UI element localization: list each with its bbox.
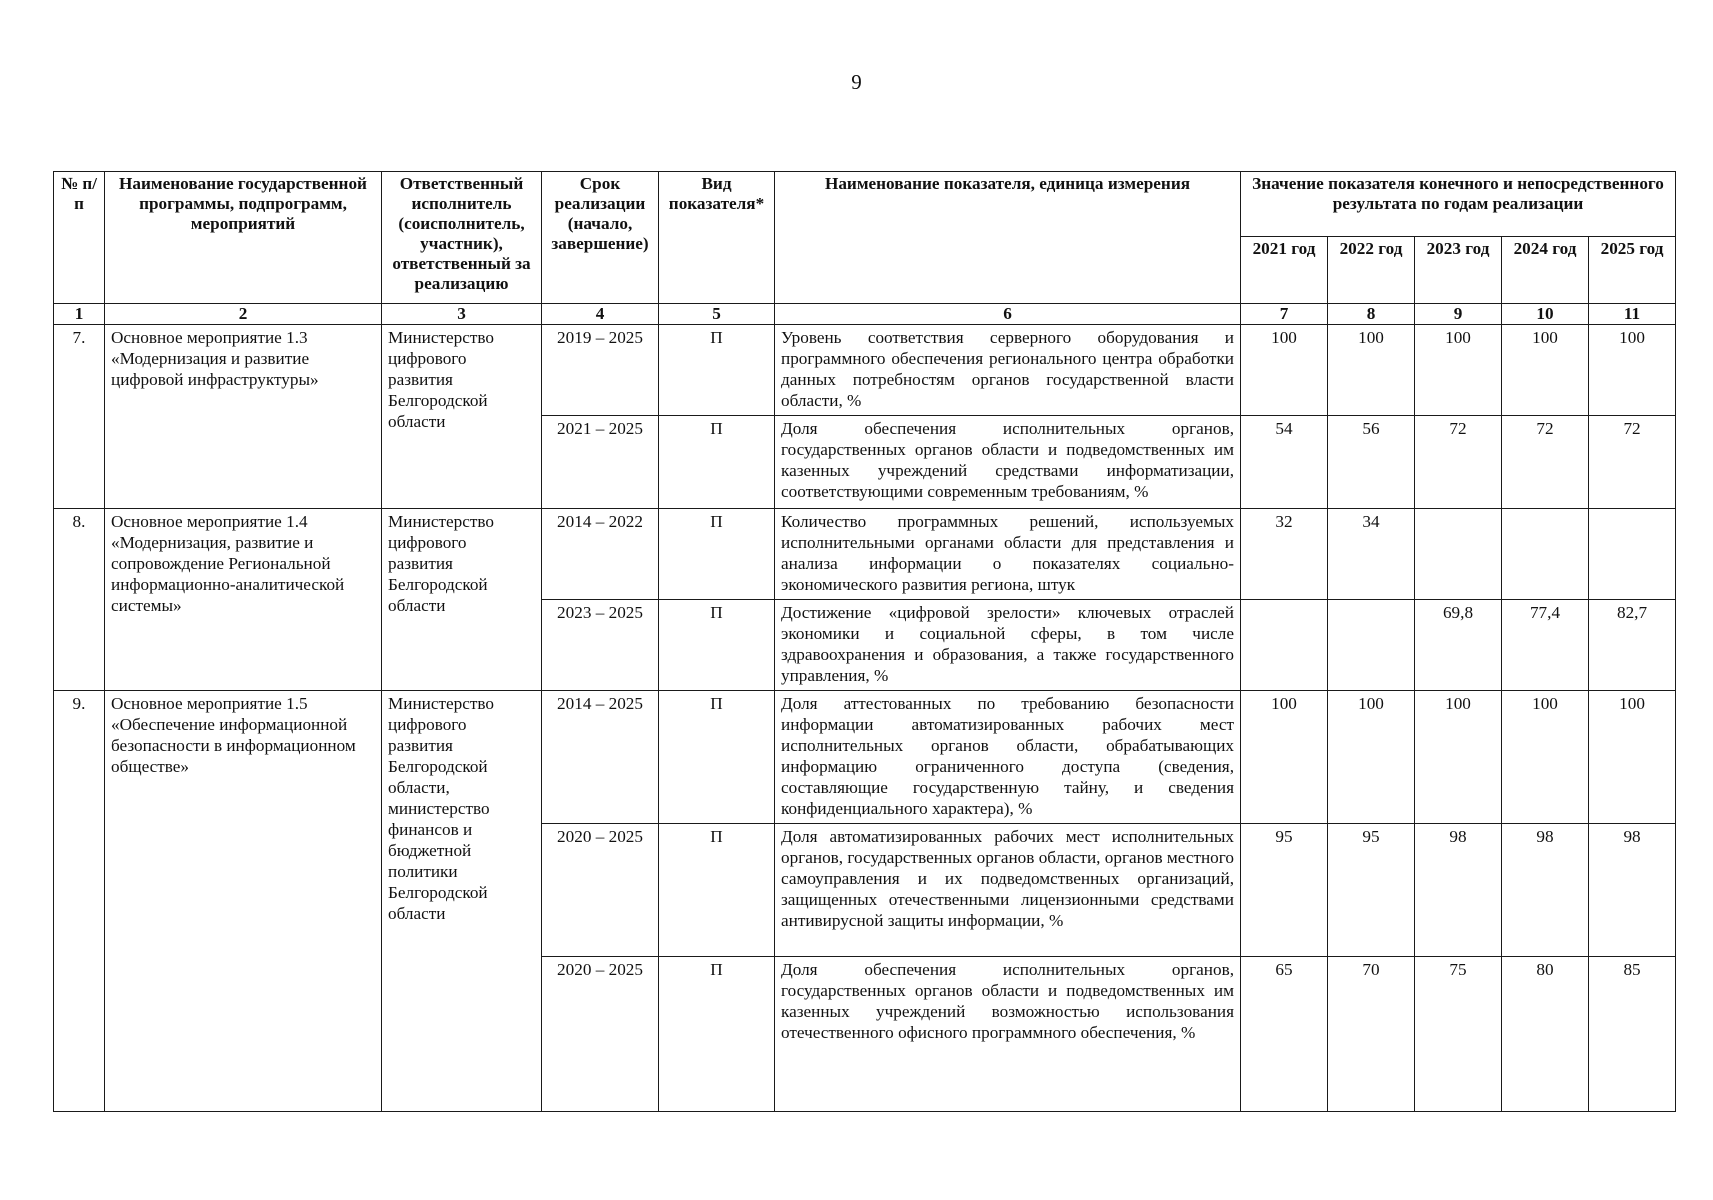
value-2022: 56 bbox=[1328, 416, 1415, 509]
row-number: 9. bbox=[54, 691, 105, 1112]
column-number: 8 bbox=[1328, 304, 1415, 325]
value-2022: 100 bbox=[1328, 691, 1415, 824]
column-number: 3 bbox=[382, 304, 542, 325]
period: 2020 – 2025 bbox=[542, 957, 659, 1112]
period: 2014 – 2025 bbox=[542, 691, 659, 824]
value-2023 bbox=[1415, 509, 1502, 600]
indicator-kind: П bbox=[659, 691, 775, 824]
header-kind: Вид показателя* bbox=[659, 172, 775, 304]
header-executor: Ответственный исполнитель (соисполнитель, участник), ответственный за реализацию bbox=[382, 172, 542, 304]
value-2021: 100 bbox=[1241, 325, 1328, 416]
value-2022: 70 bbox=[1328, 957, 1415, 1112]
indicator-name: Количество программных решений, используемых исполнительными органами области для представления и анализа информации о показателях социально-экономического развития региона, штук bbox=[775, 509, 1241, 600]
value-2021: 32 bbox=[1241, 509, 1328, 600]
indicator-kind: П bbox=[659, 600, 775, 691]
table-row bbox=[54, 509, 1676, 600]
responsible-executor: Министерство цифрового развития Белгородской области bbox=[382, 325, 542, 509]
value-2021: 65 bbox=[1241, 957, 1328, 1112]
period: 2014 – 2022 bbox=[542, 509, 659, 600]
value-2023: 100 bbox=[1415, 691, 1502, 824]
event-name: Основное мероприятие 1.3 «Модернизация и развитие цифровой инфраструктуры» bbox=[105, 325, 382, 509]
header-year-2023: 2023 год bbox=[1415, 237, 1502, 304]
value-2025: 100 bbox=[1589, 325, 1676, 416]
indicator-name: Доля обеспечения исполнительных органов, государственных органов области и подведомственных им казенных учреждений средствами информатизации, соответствующими современным требованиям, % bbox=[775, 416, 1241, 509]
value-2025: 100 bbox=[1589, 691, 1676, 824]
header-row-1 bbox=[54, 172, 1676, 237]
indicator-name: Доля автоматизированных рабочих мест исполнительных органов, государственных органов области, органов местного самоуправления и их подведомственных организаций, защищенных отечественными лицензионными средствами антивирусной защиты информации, % bbox=[775, 824, 1241, 957]
value-2024 bbox=[1502, 509, 1589, 600]
column-number: 4 bbox=[542, 304, 659, 325]
column-number: 1 bbox=[54, 304, 105, 325]
event-name: Основное мероприятие 1.5 «Обеспечение информационной безопасности в информационном обществе» bbox=[105, 691, 382, 1112]
value-2025: 98 bbox=[1589, 824, 1676, 957]
indicator-name: Доля обеспечения исполнительных органов, государственных органов области и подведомственных им казенных учреждений возможностью использования отечественного офисного программного обеспечения, % bbox=[775, 957, 1241, 1112]
period: 2021 – 2025 bbox=[542, 416, 659, 509]
header-name: Наименование государственной программы, подпрограмм, мероприятий bbox=[105, 172, 382, 304]
indicator-name: Уровень соответствия серверного оборудования и программного обеспечения регионального центра обработки данных потребностям органов государственной власти области, % bbox=[775, 325, 1241, 416]
indicator-kind: П bbox=[659, 509, 775, 600]
header-values: Значение показателя конечного и непосредственного результата по годам реализации bbox=[1241, 172, 1676, 237]
row-number: 8. bbox=[54, 509, 105, 691]
column-number: 2 bbox=[105, 304, 382, 325]
value-2024: 72 bbox=[1502, 416, 1589, 509]
column-number: 9 bbox=[1415, 304, 1502, 325]
value-2023: 75 bbox=[1415, 957, 1502, 1112]
value-2021 bbox=[1241, 600, 1328, 691]
indicator-name: Доля аттестованных по требованию безопасности информации автоматизированных рабочих мест исполнительных органов области, обрабатывающих информацию ограниченного доступа (сведения, составляющие государственную тайну, и сведения конфиденциального характера), % bbox=[775, 691, 1241, 824]
indicator-name: Достижение «цифровой зрелости» ключевых отраслей экономики и социальной сферы, в том числе здравоохранения и образования, а также государственного управления, % bbox=[775, 600, 1241, 691]
value-2025: 82,7 bbox=[1589, 600, 1676, 691]
header-year-2021: 2021 год bbox=[1241, 237, 1328, 304]
value-2023: 100 bbox=[1415, 325, 1502, 416]
value-2023: 69,8 bbox=[1415, 600, 1502, 691]
header-indicator: Наименование показателя, единица измерения bbox=[775, 172, 1241, 304]
column-number: 11 bbox=[1589, 304, 1676, 325]
value-2021: 95 bbox=[1241, 824, 1328, 957]
value-2023: 98 bbox=[1415, 824, 1502, 957]
column-number: 7 bbox=[1241, 304, 1328, 325]
header-year-2022: 2022 год bbox=[1328, 237, 1415, 304]
indicator-kind: П bbox=[659, 824, 775, 957]
value-2021: 54 bbox=[1241, 416, 1328, 509]
value-2024: 77,4 bbox=[1502, 600, 1589, 691]
header-num: № п/п bbox=[54, 172, 105, 304]
value-2025: 85 bbox=[1589, 957, 1676, 1112]
indicator-kind: П bbox=[659, 957, 775, 1112]
period: 2020 – 2025 bbox=[542, 824, 659, 957]
indicator-kind: П bbox=[659, 416, 775, 509]
value-2025 bbox=[1589, 509, 1676, 600]
value-2022: 95 bbox=[1328, 824, 1415, 957]
period: 2023 – 2025 bbox=[542, 600, 659, 691]
header-year-2024: 2024 год bbox=[1502, 237, 1589, 304]
value-2025: 72 bbox=[1589, 416, 1676, 509]
value-2024: 100 bbox=[1502, 325, 1589, 416]
column-number: 10 bbox=[1502, 304, 1589, 325]
value-2024: 98 bbox=[1502, 824, 1589, 957]
responsible-executor: Министерство цифрового развития Белгородской области bbox=[382, 509, 542, 691]
indicator-table bbox=[53, 171, 1676, 1112]
value-2024: 80 bbox=[1502, 957, 1589, 1112]
period: 2019 – 2025 bbox=[542, 325, 659, 416]
column-numbers-row bbox=[54, 304, 1676, 325]
event-name: Основное мероприятие 1.4 «Модернизация, развитие и сопровождение Региональной информационно-аналитической системы» bbox=[105, 509, 382, 691]
value-2022: 34 bbox=[1328, 509, 1415, 600]
header-year-2025: 2025 год bbox=[1589, 237, 1676, 304]
page-number: 9 bbox=[851, 70, 862, 94]
table-row bbox=[54, 691, 1676, 824]
table-row bbox=[54, 325, 1676, 416]
value-2024: 100 bbox=[1502, 691, 1589, 824]
value-2021: 100 bbox=[1241, 691, 1328, 824]
column-number: 6 bbox=[775, 304, 1241, 325]
indicator-kind: П bbox=[659, 325, 775, 416]
value-2022: 100 bbox=[1328, 325, 1415, 416]
row-number: 7. bbox=[54, 325, 105, 509]
responsible-executor: Министерство цифрового развития Белгородской области, министерство финансов и бюджетной политики Белгородской области bbox=[382, 691, 542, 1112]
value-2022 bbox=[1328, 600, 1415, 691]
value-2023: 72 bbox=[1415, 416, 1502, 509]
header-period: Срок реализации (начало, завершение) bbox=[542, 172, 659, 304]
column-number: 5 bbox=[659, 304, 775, 325]
